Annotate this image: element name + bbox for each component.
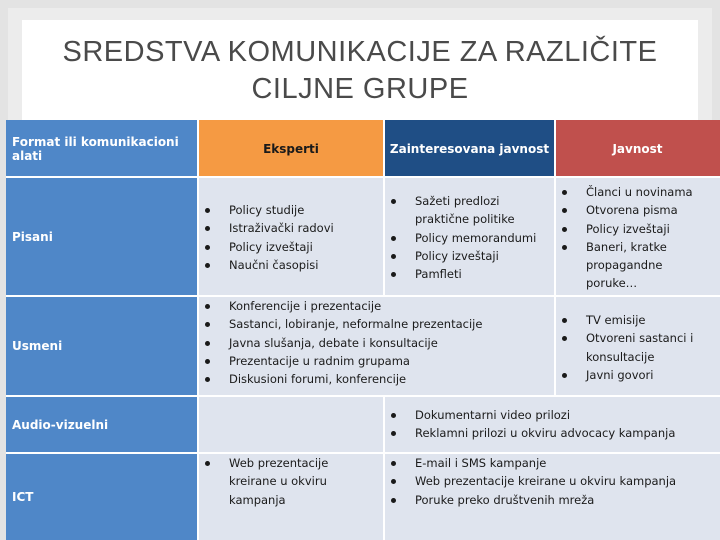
cell-ict-eksperti xyxy=(198,453,384,540)
grid-line xyxy=(6,395,720,397)
list-item: Policy izveštaji xyxy=(384,247,552,265)
header-javnost: Javnost xyxy=(555,120,720,177)
cell-usmeni-javnost xyxy=(555,296,720,396)
list-item: Javna slušanja, debate i konsultacije xyxy=(198,334,548,352)
list-item: Naučni časopisi xyxy=(198,256,378,274)
cell-pisani-zainteresovana xyxy=(384,177,555,296)
header-format: Format ili komunikacioni alati xyxy=(6,120,198,177)
row-label-pisani: Pisani xyxy=(6,177,198,296)
list-item: E-mail i SMS kampanje xyxy=(384,454,714,472)
list-item: Web prezentacije kreirane u okviru kampanja xyxy=(384,472,714,490)
row-label-usmeni: Usmeni xyxy=(6,296,198,396)
list-item: Istraživački radovi xyxy=(198,219,378,237)
list-item: Baneri, kratke propagandne poruke… xyxy=(555,238,713,293)
cell-usmeni-eksperti-zainteresovana xyxy=(198,296,555,396)
list-item: Sažeti predlozi praktične politike xyxy=(384,192,552,229)
grid-line xyxy=(6,452,720,454)
list-item: Policy studije xyxy=(198,201,378,219)
cell-pisani-javnost xyxy=(555,177,720,296)
list-item: Javni govori xyxy=(555,366,713,384)
slide-title xyxy=(22,34,698,108)
grid-line xyxy=(197,120,199,540)
list-item: Web prezentacije kreirane u okviru kampanja xyxy=(198,454,348,509)
slide-title-line-2: CILJNE GRUPE xyxy=(251,73,469,105)
list-item: Članci u novinama xyxy=(555,183,713,201)
cell-ict-zainteresovana-javnost xyxy=(384,453,720,540)
grid-line xyxy=(383,177,385,296)
list-item: Sastanci, lobiranje, neformalne prezentacije xyxy=(198,315,548,333)
grid-line xyxy=(554,120,556,396)
cell-audio-vizuelni-eksperti xyxy=(198,396,384,453)
list-item: Pamfleti xyxy=(384,265,552,283)
cell-audio-vizuelni-zainteresovana-javnost xyxy=(384,396,720,453)
grid-line xyxy=(383,396,385,540)
list-item: Prezentacije u radnim grupama xyxy=(198,352,548,370)
cell-pisani-eksperti xyxy=(198,177,384,296)
list-item: Poruke preko društvenih mreža xyxy=(384,491,714,509)
slide-title-line-1: SREDSTVA KOMUNIKACIJE ZA RAZLIČITE xyxy=(62,36,658,68)
list-item: Otvoreni sastanci i konsultacije xyxy=(555,329,713,366)
header-zainteresovana-javnost: Zainteresovana javnost xyxy=(384,120,555,177)
list-item: Otvorena pisma xyxy=(555,201,713,219)
row-label-audio-vizuelni: Audio-vizuelni xyxy=(6,396,198,453)
list-item: TV emisije xyxy=(555,311,713,329)
list-item: Dokumentarni video prilozi xyxy=(384,406,714,424)
list-item: Policy memorandumi xyxy=(384,229,552,247)
list-item: Diskusioni forumi, konferencije xyxy=(198,370,548,388)
list-item: Konferencije i prezentacije xyxy=(198,297,548,315)
list-item: Policy izveštaji xyxy=(198,238,378,256)
grid-line xyxy=(6,295,720,297)
row-label-ict: ICT xyxy=(6,453,198,540)
list-item: Reklamni prilozi u okviru advocacy kampanja xyxy=(384,424,714,442)
grid-line xyxy=(6,176,720,178)
communication-table xyxy=(6,120,720,540)
list-item: Policy izveštaji xyxy=(555,220,713,238)
grid-line xyxy=(383,120,385,177)
header-eksperti: Eksperti xyxy=(198,120,384,177)
